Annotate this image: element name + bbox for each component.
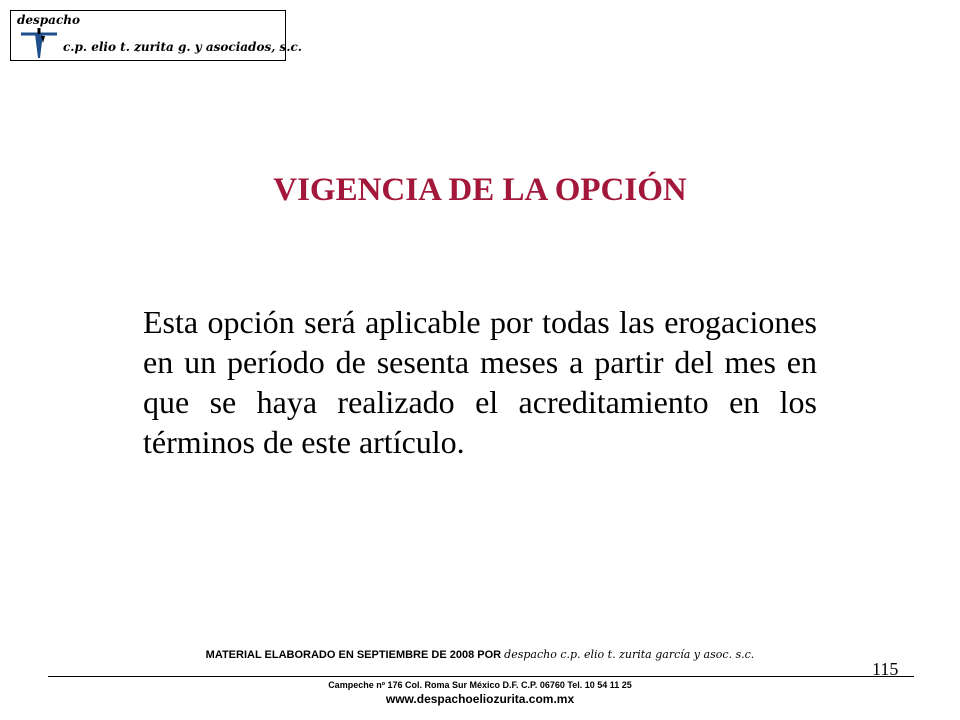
footer-credit-prefix: MATERIAL ELABORADO EN SEPTIEMBRE DE 2008 POR xyxy=(205,649,502,661)
slide-title: VIGENCIA DE LA OPCIÓN xyxy=(273,172,687,208)
footer-credit-signature: despacho c.p. elio t. zurita garcía y asoc. s.c. xyxy=(504,648,755,661)
despacho-logo-mark-icon xyxy=(19,25,59,59)
page-number: 115 xyxy=(872,659,899,679)
footer-divider xyxy=(48,676,914,677)
logo-company-name: c.p. elio t. zurita g. y asociados, s.c. xyxy=(63,40,302,54)
logo-top-text: despacho xyxy=(17,13,80,27)
footer-credit xyxy=(0,648,960,661)
slide-body-text: Esta opción será aplicable por todas las erogaciones en un período de sesenta meses a partir del mes en que se haya realizado el acreditamiento en los términos de este artículo. xyxy=(143,304,817,460)
company-logo xyxy=(10,10,302,61)
footer-address: Campeche nº 176 Col. Roma Sur México D.F. C.P. 06760 Tel. 10 54 11 25 xyxy=(328,680,632,690)
footer-website: www.despachoeliozurita.com.mx xyxy=(385,692,575,706)
